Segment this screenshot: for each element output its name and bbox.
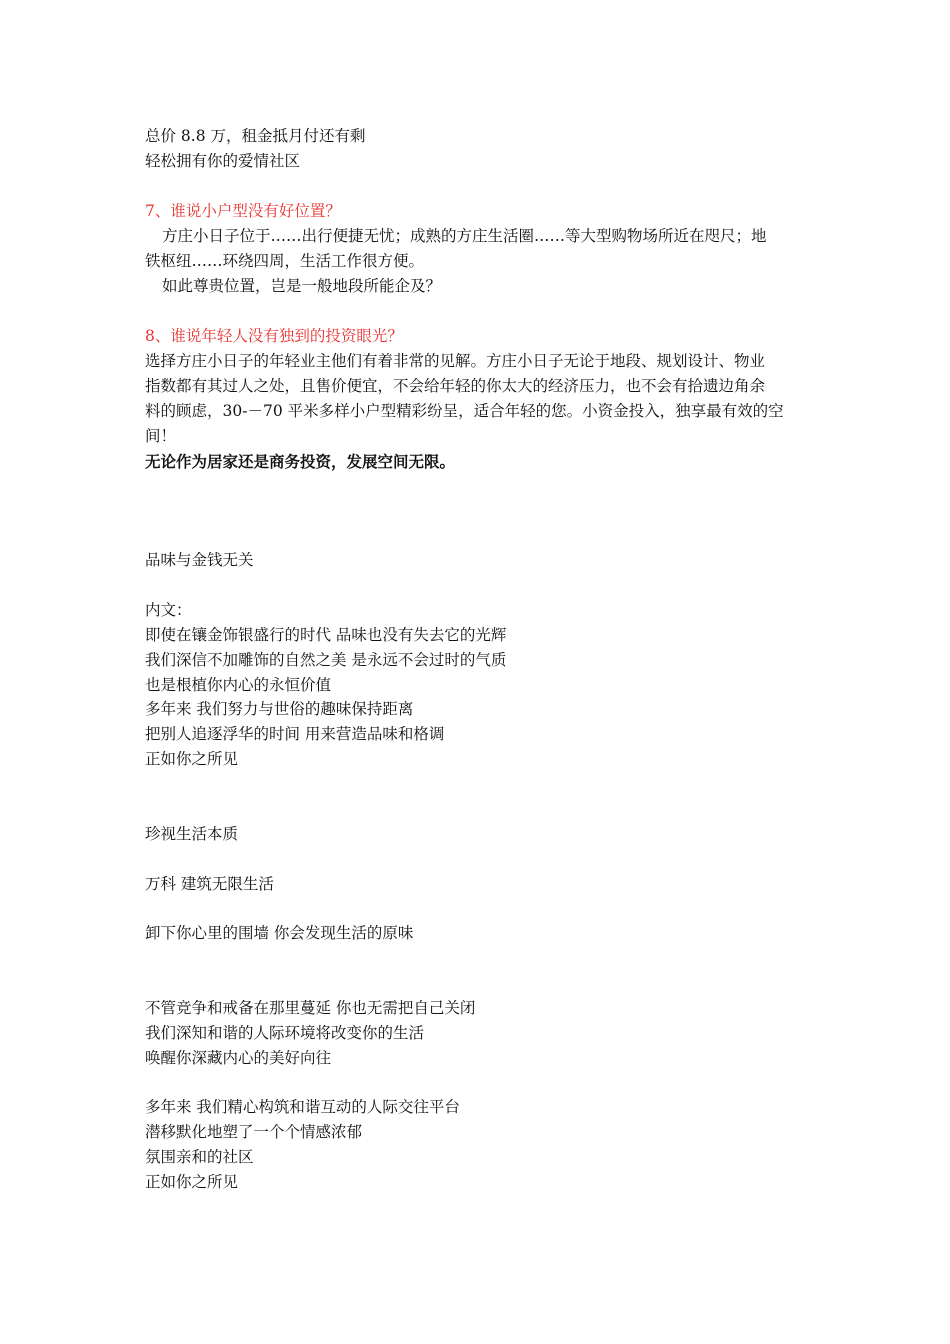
ad-2-body-line: 多年来 我们精心构筑和谐互动的人际交往平台 (145, 1098, 460, 1116)
section-7-paragraph-line: 如此尊贵位置，岂是一般地段所能企及？ (162, 277, 442, 295)
ad-2-body-line: 不管竞争和戒备在那里蔓延 你也无需把自己关闭 (145, 999, 476, 1017)
section-8-paragraph-line: 指数都有其过人之处，且售价便宜，不会给年轻的你太大的经济压力，也不会有拾遗边角余 (145, 377, 766, 395)
ad-2-body-line: 我们深知和谐的人际环境将改变你的生活 (145, 1024, 425, 1042)
section-8-paragraph-line: 选择方庄小日子的年轻业主他们有着非常的见解。方庄小日子无论于地段、规划设计、物业 (145, 352, 766, 370)
section-7-paragraph-line: 方庄小日子位于……出行便捷无忧；成熟的方庄生活圈……等大型购物场所近在咫尺；地 (162, 227, 767, 245)
ad-1-body-line: 多年来 我们努力与世俗的趣味保持距离 (145, 700, 414, 718)
ad-1-body-line: 也是根植你内心的永恒价值 (145, 676, 332, 694)
section-7-paragraph-line: 铁枢纽……环绕四周，生活工作很方便。 (145, 252, 425, 270)
love-community-line: 轻松拥有你的爱情社区 (145, 152, 301, 170)
ad-2-body-line: 唤醒你深藏内心的美好向往 (145, 1049, 332, 1067)
section-8-heading: 8、谁说年轻人没有独到的投资眼光？ (145, 327, 403, 345)
section-8-paragraph-line: 料的顾虑，30-－70 平米多样小户型精彩纷呈，适合年轻的您。小资金投入，独享最有效的空 (145, 402, 784, 420)
ad-1-body-line: 正如你之所见 (145, 750, 239, 768)
ad-1-body-line: 把别人追逐浮华的时间 用来营造品味和格调 (145, 725, 445, 743)
ad-2-body-line: 正如你之所见 (145, 1173, 239, 1191)
ad-2-title: 珍视生活本质 (145, 825, 239, 843)
section-8-bold-conclusion: 无论作为居家还是商务投资，发展空间无限。 (145, 452, 456, 471)
ad-1-body-line: 我们深信不加雕饰的自然之美 是永远不会过时的气质 (145, 651, 507, 669)
section-8-paragraph-line: 间！ (145, 427, 177, 445)
ad-1-body-line: 即使在镶金饰银盛行的时代 品味也没有失去它的光辉 (145, 626, 507, 644)
price-line: 总价 8.8 万，租金抵月付还有剩 (145, 127, 366, 145)
ad-2-body-line: 潜移默化地塑了一个个情感浓郁 (145, 1123, 363, 1141)
ad-2-body-line: 氛围亲和的社区 (145, 1148, 254, 1166)
ad-1-title: 品味与金钱无关 (145, 551, 254, 569)
ad-1-body-label: 内文： (145, 601, 192, 619)
ad-2-lead-line: 卸下你心里的围墙 你会发现生活的原味 (145, 924, 414, 942)
section-7-heading: 7、谁说小户型没有好位置？ (145, 202, 341, 220)
ad-2-slogan: 万科 建筑无限生活 (145, 875, 274, 893)
